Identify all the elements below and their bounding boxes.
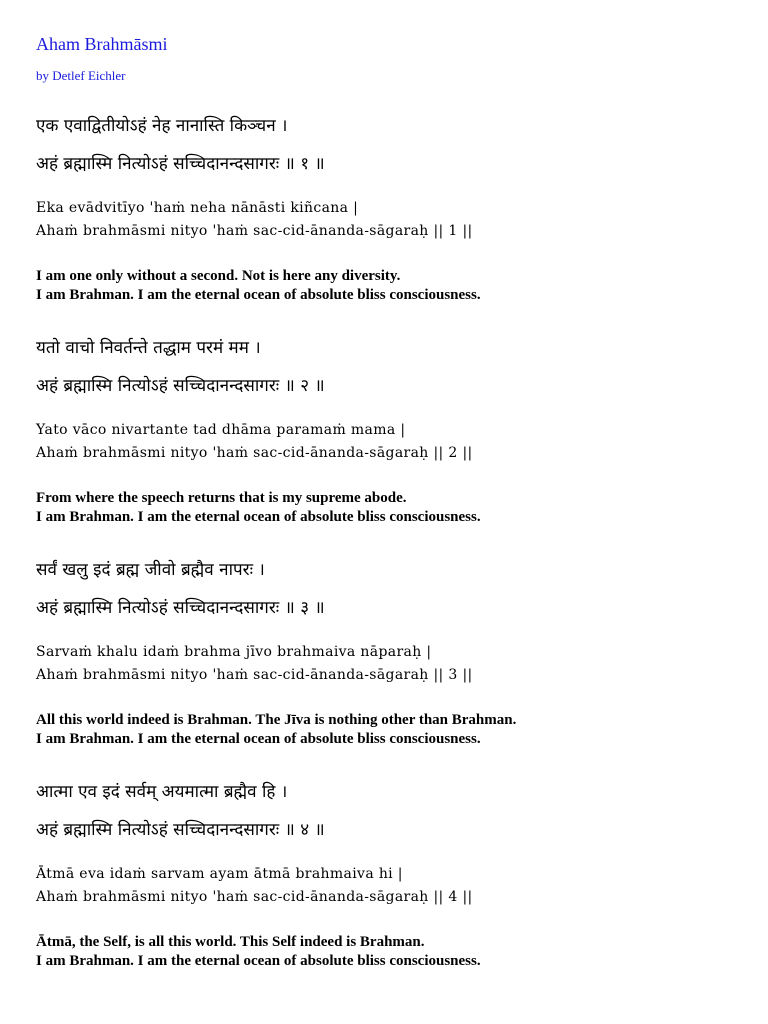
sanskrit-line-2: अहं ब्रह्मास्मि नित्योऽहं सच्चिदानन्दसागरः ॥ १ ॥ <box>36 154 325 174</box>
sanskrit-line-1: एक एवाद्वितीयोऽहं नेह नानास्ति किञ्चन । <box>36 116 288 136</box>
page-title: Aham Brahmāsmi <box>36 34 168 54</box>
verse-block-2 <box>36 337 756 559</box>
verse-block-3 <box>36 559 756 781</box>
translation-line-1: Ātmā, the Self, is all this world. This Self indeed is Brahman. <box>36 934 425 950</box>
translation-line-1: I am one only without a second. Not is here any diversity. <box>36 268 401 284</box>
transliteration-line-2: Ahaṁ brahmāsmi nityo 'haṁ sac-cid-ānanda-sāgaraḥ || 3 || <box>36 667 473 683</box>
transliteration-line-2: Ahaṁ brahmāsmi nityo 'haṁ sac-cid-ānanda-sāgaraḥ || 2 || <box>36 445 473 461</box>
translation-line-1: All this world indeed is Brahman. The Jīva is nothing other than Brahman. <box>36 712 517 728</box>
transliteration-line-2: Ahaṁ brahmāsmi nityo 'haṁ sac-cid-ānanda-sāgaraḥ || 4 || <box>36 889 473 905</box>
sanskrit-line-2: अहं ब्रह्मास्मि नित्योऽहं सच्चिदानन्दसागरः ॥ ४ ॥ <box>36 820 325 840</box>
translation-line-2: I am Brahman. I am the eternal ocean of absolute bliss consciousness. <box>36 953 481 969</box>
sanskrit-line-2: अहं ब्रह्मास्मि नित्योऽहं सच्चिदानन्दसागरः ॥ ३ ॥ <box>36 598 325 618</box>
translation-line-2: I am Brahman. I am the eternal ocean of absolute bliss consciousness. <box>36 509 481 525</box>
transliteration-line-2: Ahaṁ brahmāsmi nityo 'haṁ sac-cid-ānanda-sāgaraḥ || 1 || <box>36 223 473 239</box>
sanskrit-line-1: सर्वं खलु इदं ब्रह्म जीवो ब्रह्मैव नापरः । <box>36 560 265 580</box>
translation-line-2: I am Brahman. I am the eternal ocean of absolute bliss consciousness. <box>36 731 481 747</box>
sanskrit-line-2: अहं ब्रह्मास्मि नित्योऽहं सच्चिदानन्दसागरः ॥ २ ॥ <box>36 376 325 396</box>
translation-line-1: From where the speech returns that is my supreme abode. <box>36 490 407 506</box>
author-line: by Detlef Eichler <box>36 68 126 83</box>
transliteration-line-1: Sarvaṁ khalu idaṁ brahma jīvo brahmaiva nāparaḥ | <box>36 644 432 660</box>
sanskrit-line-1: आत्मा एव इदं सर्वम् अयमात्मा ब्रह्मैव हि । <box>36 782 288 802</box>
transliteration-line-1: Yato vāco nivartante tad dhāma paramaṁ mama | <box>36 422 406 438</box>
verse-block-1 <box>36 115 756 337</box>
sanskrit-line-1: यतो वाचो निवर्तन्ते तद्धाम परमं मम । <box>36 338 261 358</box>
verse-block-4 <box>36 781 756 1003</box>
transliteration-line-1: Eka evādvitīyo 'haṁ neha nānāsti kiñcana | <box>36 200 359 216</box>
translation-line-2: I am Brahman. I am the eternal ocean of absolute bliss consciousness. <box>36 287 481 303</box>
transliteration-line-1: Ātmā eva idaṁ sarvam ayam ātmā brahmaiva hi | <box>36 866 403 882</box>
